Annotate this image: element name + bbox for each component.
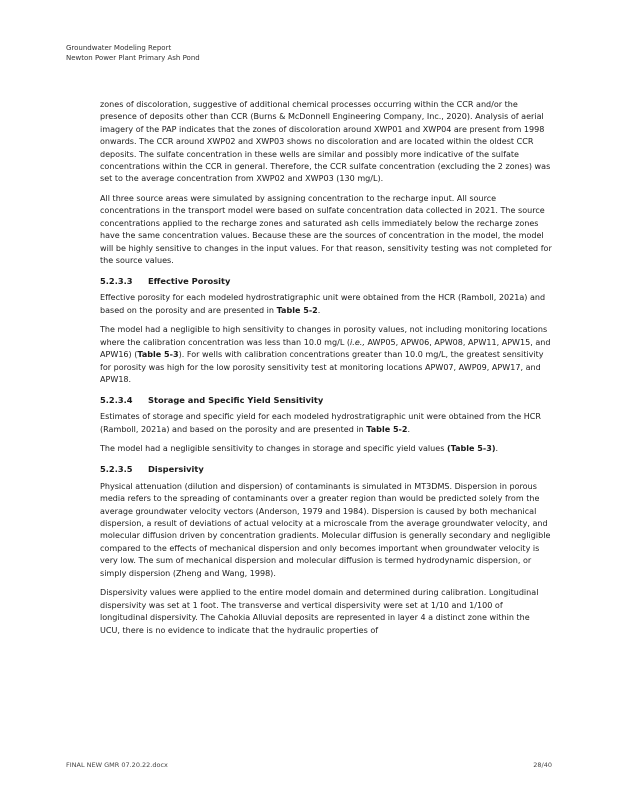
- section-number: 5.2.3.4: [100, 394, 133, 405]
- document-body: [100, 99, 552, 644]
- page-number: 28/40: [533, 761, 552, 769]
- section-title: Storage and Specific Yield Sensitivity: [148, 394, 324, 405]
- section-number: 5.2.3.5: [100, 464, 133, 475]
- table-reference: Table 5-3: [137, 350, 179, 360]
- section-heading-effective-porosity: [100, 275, 552, 287]
- table-reference: Table 5-2: [276, 305, 318, 315]
- paragraph: Physical attenuation (dilution and dispersion) of contaminants is simulated in MT3DMS. Dispersion in porous media refers to the spreading of contaminants over a greater region than would be predicted solely from the average groundwater velocity vectors (Anderson, 1979 and 1984). Dispersion is caused by both mechanical dispersion, a result of deviations of actual velocity at a microscale from the average groundwater velocity, and molecular diffusion driven by concentration gradients. Molecular diffusion is generally secondary and negligible compared to the effects of mechanical dispersion and only becomes important when groundwater velocity is very low. The sum of mechanical dispersion and molecular diffusion is termed hydrodynamic dispersion, or simply dispersion (Zheng and Wang, 1998).: [100, 481, 551, 578]
- section-title: Effective Porosity: [148, 275, 231, 286]
- section-heading-storage: [100, 394, 552, 406]
- italic-text: i.e.,: [350, 337, 365, 347]
- paragraph: All three source areas were simulated by assigning concentration to the recharge input. All source concentrations in the transport model were based on sulfate concentration data collected in 2021. The source concentrations applied to the recharge zones and saturated ash cells immediately below the recharge zones have the same concentration values. Because these are the sources of concentration in the model, the model will be highly sensitive to changes in the input values. For that reason, sensitivity testing was not completed for the source values.: [100, 194, 552, 266]
- paragraph: The model had a negligible to high sensitivity to changes in porosity values, not including monitoring locations where the calibration concentration was less than 10.0 mg/L (i.e., AWP05, APW06, APW08, APW11, APW15, and APW16) (Table 5-3). For wells with calibration concentrations greater than 10.0 mg/L, the greatest sensitivity for porosity was high for the low porosity sensitivity test at monitoring locations APW07, AWP09, APW17, and APW18.: [100, 325, 551, 385]
- paragraph: Effective porosity for each modeled hydrostratigraphic unit were obtained from the HCR (Ramboll, 2021a) and based on the porosity and are presented in Table 5-2.: [100, 293, 546, 315]
- footer-filename: FINAL NEW GMR 07.20.22.docx: [66, 761, 168, 769]
- table-reference: Table 5-2: [366, 424, 408, 434]
- paragraph: Dispersivity values were applied to the entire model domain and determined during calibration. Longitudinal dispersivity was set at 1 foot. The transverse and vertical dispersivity were set at 1/10 and 1/100 of longitudinal dispersivity. The Cahokia Alluvial deposits are represented in layer 4 a distinct zone within the UCU, there is no evidence to indicate that the hydraulic properties of: [100, 588, 539, 635]
- paragraph: The model had a negligible sensitivity to changes in storage and specific yield values (Table 5-3).: [100, 444, 499, 454]
- paragraph: zones of discoloration, suggestive of additional chemical processes occurring within the CCR and/or the presence of deposits other than CCR (Burns & McDonnell Engineering Company, Inc., 2020). Analysis of aerial imagery of the PAP indicates that the zones of discoloration around XWP01 and XWP04 are present from 1998 onwards. The CCR around XWP02 and XWP03 shows no discoloration and are located within the oldest CCR deposits. The sulfate concentration in these wells are similar and possibly more indicative of the sulfate concentrations within the CCR in general. Therefore, the CCR sulfate concentration (excluding the 2 zones) was set to the average concentration from XWP02 and XWP03 (130 mg/L).: [100, 100, 551, 184]
- section-number: 5.2.3.3: [100, 275, 133, 286]
- section-title: Dispersivity: [148, 464, 204, 475]
- site-name: Newton Power Plant Primary Ash Pond: [66, 54, 200, 62]
- paragraph: Estimates of storage and specific yield for each modeled hydrostratigraphic unit were obtained from the HCR (Ramboll, 2021a) and based on the porosity and are presented in Table 5-2.: [100, 412, 541, 434]
- report-title: Groundwater Modeling Report: [66, 44, 172, 52]
- page-header: [66, 43, 200, 63]
- section-heading-dispersivity: [100, 463, 552, 475]
- table-reference: (Table 5-3): [446, 444, 496, 454]
